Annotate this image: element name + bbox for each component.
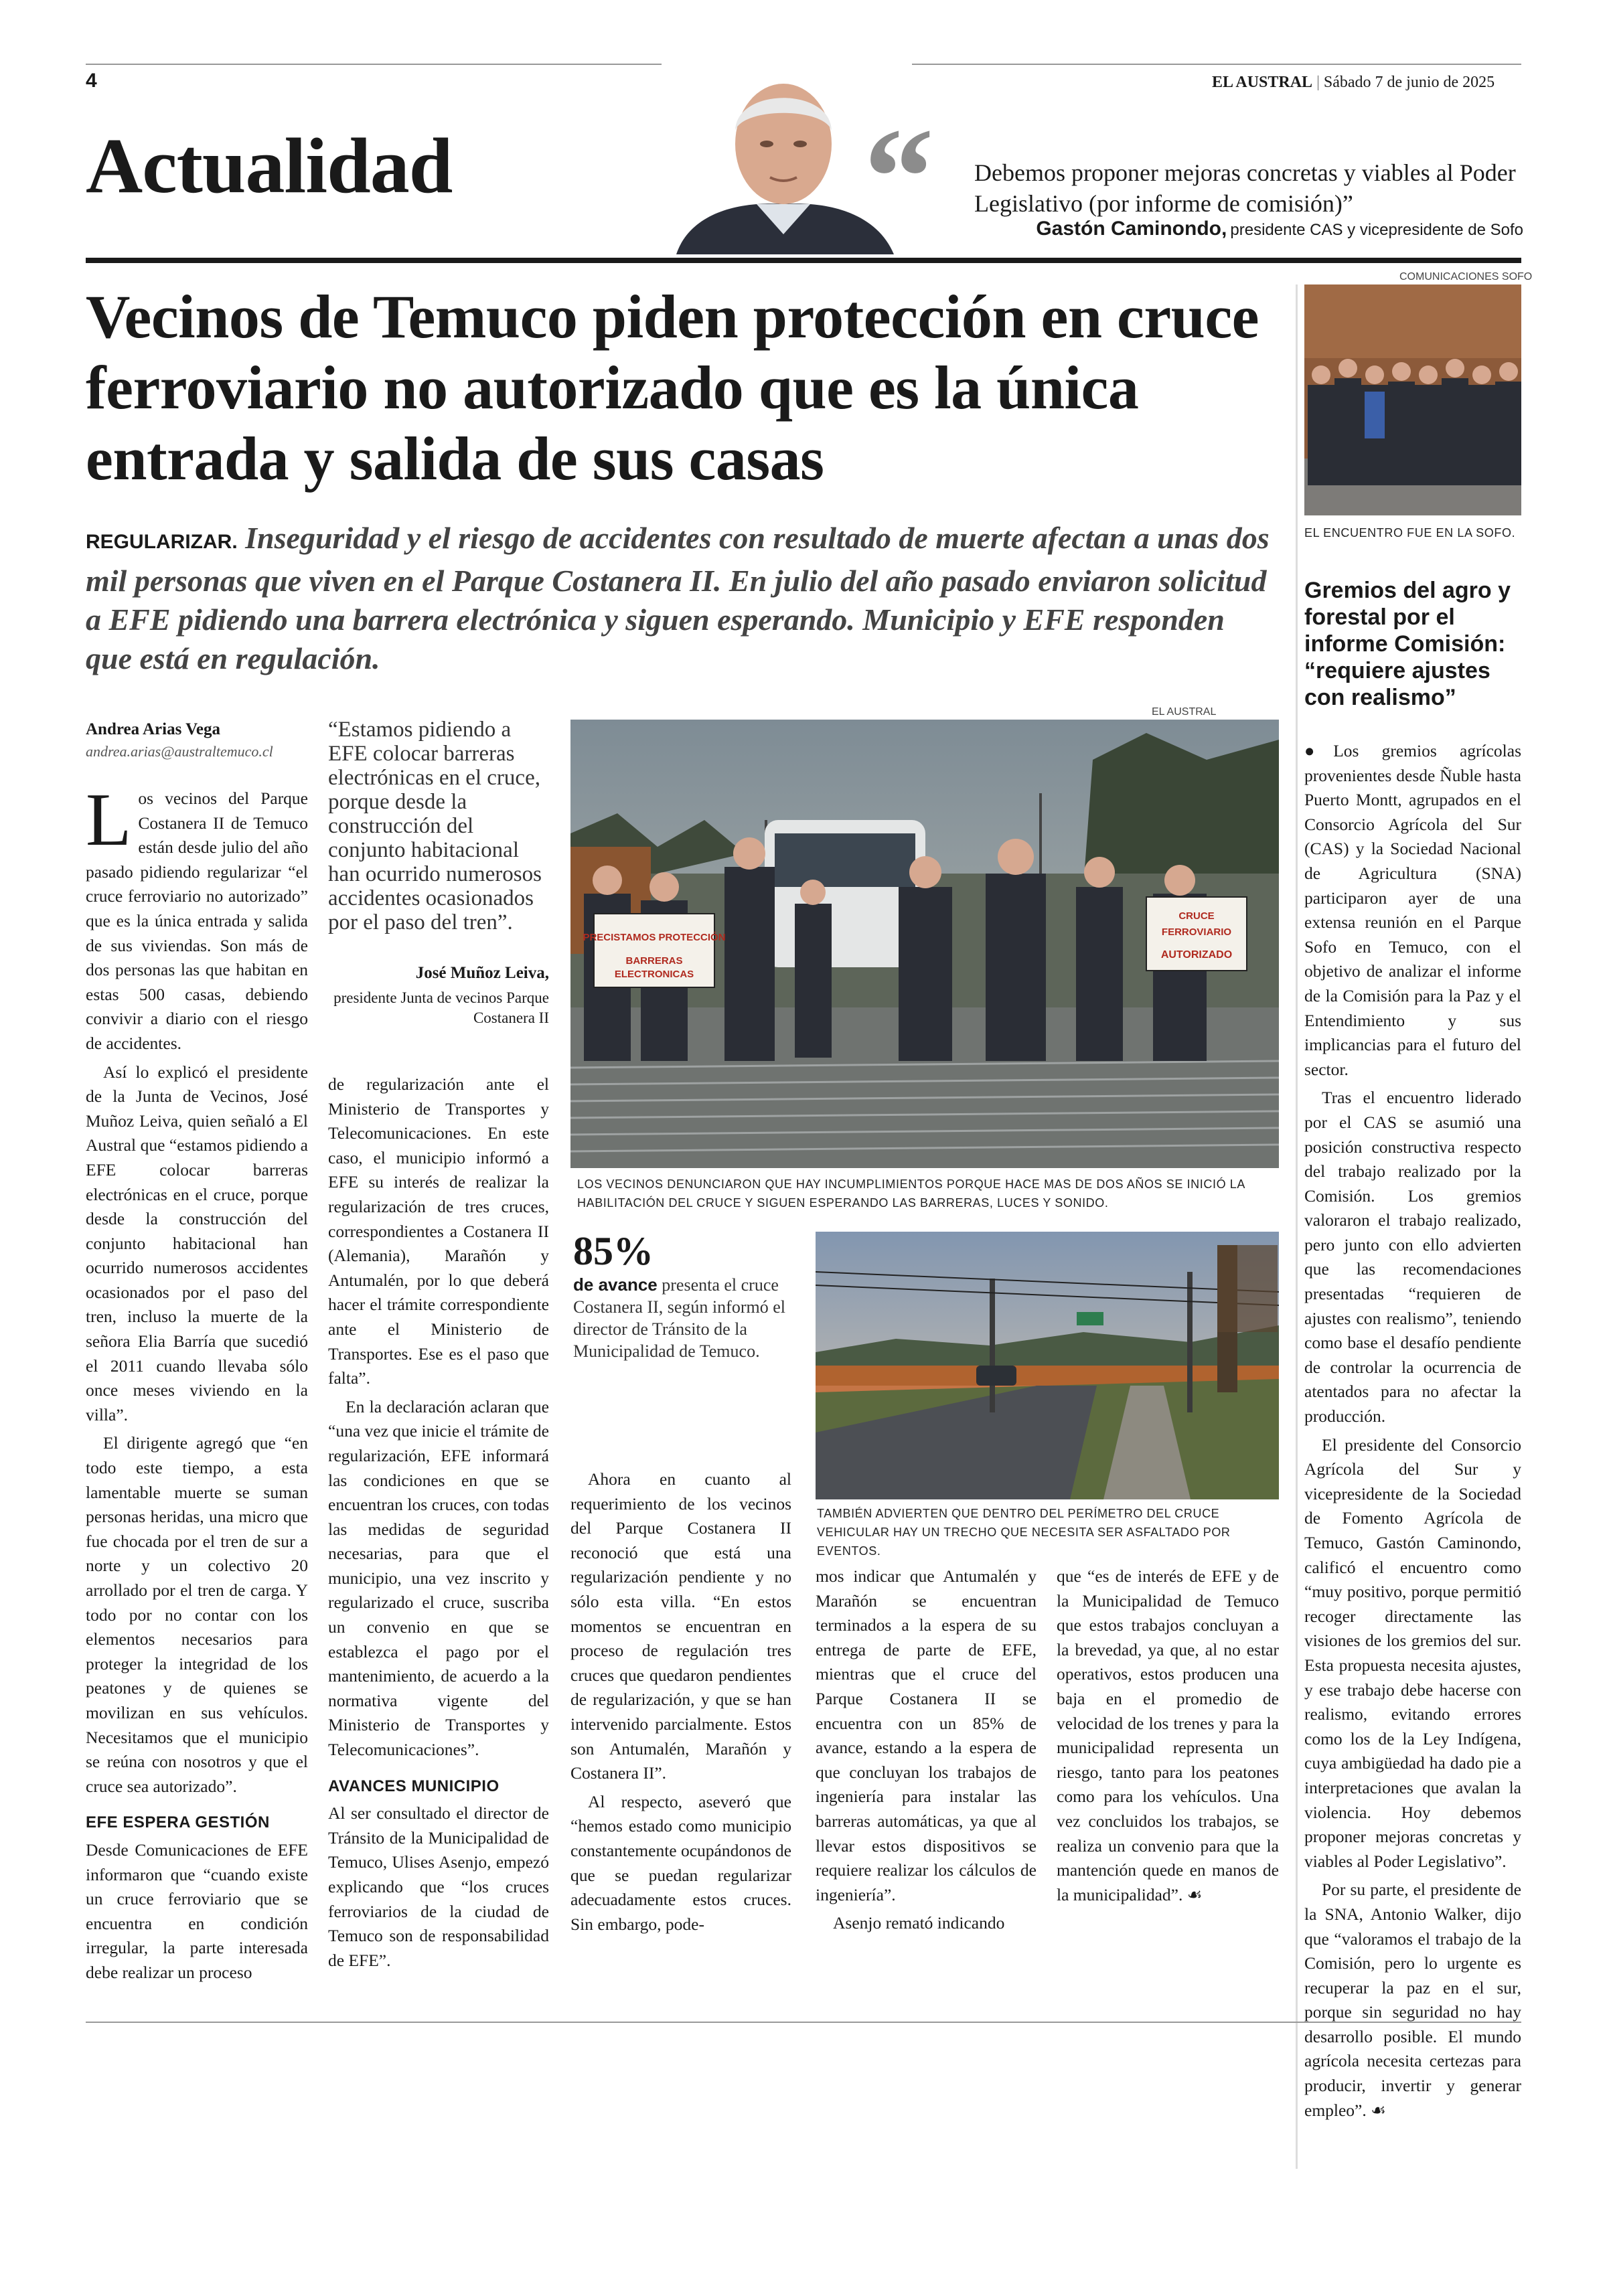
col1-paragraph-2: Así lo explicó el presidente de la Junta de Vecinos, José Muñoz Leiva, quien señaló a El Austral que “estamos pidiendo a EFE colocar barreras electrónicas en el cruce, porque desde la construcción del conjunto habitacional han ocurrido numerosos accidentes ocasionados por el paso del tren, incluso la muerte de la señora Elia Barría que sucedió el 2011 cuando llevaba sólo once meses viviendo en la villa”.	[86, 1062, 308, 1424]
pull-quote-role: presidente Junta de vecinos Parque Costanera II	[333, 989, 549, 1026]
sidebar-body	[1304, 739, 1521, 2127]
sidebar-photo	[1304, 284, 1521, 515]
col2-paragraph-2: En la declaración aclaran que “una vez que inicie el trámite de regularización, EFE informará las condiciones en que se encuentran los cruces, con todas las medidas de seguridad necesarias, para que el municipio, una vez inscrito y regularizado el cruce, suscriba un convenio en que se establezca el pago por el mantenimiento, de acuerdo a la normativa vigente del Ministerio de Transportes y Telecomunicaciones”.	[328, 1396, 549, 1760]
stat-label: de avance	[573, 1275, 658, 1295]
masthead-line: EL AUSTRAL | Sábado 7 de junio de 2025	[1212, 74, 1495, 91]
column-5	[1057, 1564, 1279, 1911]
col5-paragraph-1: que “es de interés de EFE y de la Municipalidad de Temuco que estos trabajos concluyan a la brevedad, ya que, al no estar operativos, estos producen una baja en el promedio de velocidad de los trenes y para la municipalidad representa un riesgo, tanto para los peatones como para los vehículos. Una vez concluidos los trabajos, se realiza un convenio para que la mantención quede en manos de la municipalidad”.	[1057, 1566, 1279, 1904]
main-photo-caption: LOS VECINOS DENUNCIARON QUE HAY INCUMPLIMIENTOS PORQUE HACE MAS DE DOS AÑOS SE INICIÓ LA HABILITACIÓN DEL CRUCE Y SIGUEN ESPERANDO LAS BARRERAS, LUCES Y SONIDO.	[577, 1177, 1245, 1210]
quote-author-role: presidente CAS y vicepresidente de Sofo	[1230, 221, 1523, 239]
article-lead-block	[86, 519, 1271, 678]
main-photo-credit: EL AUSTRAL	[1152, 706, 1217, 718]
byline-name: Andrea Arias Vega	[86, 720, 220, 738]
sidebar-end-mark-icon: ☙	[1371, 2100, 1386, 2120]
page-number: 4	[86, 70, 97, 92]
road-photo-caption: TAMBIÉN ADVIERTEN QUE DENTRO DEL PERÍMETRO DEL CRUCE VEHICULAR HAY UN TRECHO QUE NECESITA SER ASFALTADO POR EVENTOS.	[817, 1507, 1231, 1558]
article-kicker: REGULARIZAR.	[86, 531, 238, 553]
main-photo	[570, 720, 1279, 1168]
col1-paragraph-1: os vecinos del Parque Costanera II de Temuco están desde julio del año pasado pidiendo regularizar “el cruce ferroviario no autorizado” que es la única entrada y salida de sus viviendas. Son más de dos personas las que habitan en estas 500 casas, debiendo convivir a diario con el riesgo de accidentes.	[86, 789, 308, 1053]
col4-paragraph-2: Asenjo remató indicando	[833, 1913, 1005, 1933]
svg-text:FERROVIARIO: FERROVIARIO	[1161, 926, 1232, 938]
col3-paragraph-2: Al respecto, aseveró que “hemos estado como municipio constantemente ocupándonos de que se puedan regularizar adecuadamente estos cruces. Sin embargo, pode-	[570, 1791, 791, 1934]
sidebar-paragraph-3: El presidente del Consorcio Agrícola del Sur y vicepresidente de la Sociedad de Fomento Agrícola de Temuco, Gastón Caminondo, calificó el encuentro como “muy positivo, porque permitió recoger directamente las visiones de los gremios del sur. Esta propuesta necesita ajustes, y ese trabajo debe hacerse con realismo, evitando errores como los de la Ley Indígena, cuya ambigüedad ha dado pie a interpretaciones que avalan la violencia. Hoy debemos proponer mejoras concretas y viables al Poder Legislativo”.	[1304, 1434, 1521, 1871]
sidebar-paragraph-1: Los gremios agrícolas provenientes desde Ñuble hasta Puerto Montt, agrupados en el Consorcio Agrícola del Sur (CAS) y la Sociedad Nacional de Agricultura (SNA) participaron ayer de una extensa reunión en el Parque Sofo en Temuco, con el objetivo de analizar el informe de la Comisión para la Paz y el Entendimiento y sus implicancias para el futuro del sector.	[1304, 741, 1521, 1079]
pull-quote-text: “Estamos pidiendo a EFE colocar barreras electrónicas en el cruce, porque desde la construcción del conjunto habitacional han ocurrido numerosos accidentes ocasionados por el paso del tren”.	[328, 718, 542, 934]
header-quote-attribution	[981, 218, 1523, 240]
subhead-efe: EFE ESPERA GESTIÓN	[86, 1813, 270, 1832]
col1-paragraph-4: Desde Comunicaciones de EFE informaron que “cuando existe un cruce ferroviario que se encuentra en condición irregular, la parte interesada debe realizar un proceso	[86, 1839, 308, 1982]
sidebar-photo-caption: EL ENCUENTRO FUE EN LA SOFO.	[1304, 526, 1516, 540]
road-photo	[816, 1232, 1279, 1499]
sidebar-paragraph-2: Tras el encuentro liderado por el CAS se asumió una posición constructiva respecto del trabajo realizado por la Comisión. Los gremios valoraron el trabajo realizado, pero junto con ello advierten que las recomendaciones presentadas “requieren de ajustes con realismo”, teniendo como base el desafío pendiente de controlar la ocurrencia de atentados para no afectar la producción.	[1304, 1088, 1521, 1426]
sidebar-paragraph-4: Por su parte, el presidente de la SNA, Antonio Walker, dijo que “valoramos el trabajo de la Comisión, pero lo urgente es recuperar la paz en el sur, porque sin seguridad no hay desarrollo posible. El mundo agrícola necesita certezas para producir, invertir y generar empleo”.	[1304, 1880, 1521, 2120]
section-title: Actualidad	[86, 122, 453, 210]
svg-text:PRECISTAMOS PROTECCIÓN: PRECISTAMOS PROTECCIÓN	[583, 932, 726, 943]
col4-paragraph-1: mos indicar que Antumalén y Marañón se encuentran terminados a la espera de su entrega de parte de EFE, mientras que el cruce del Parque Costanera II se encuentra con un 85% de avance, estando a la espera de que concluyan los trabajos de ingeniería para instalar las barreras automáticas, ya que al llevar estos dispositivos se requiere realizar los cálculos de ingeniería”.	[816, 1566, 1037, 1904]
publication-date: Sábado 7 de junio de 2025	[1323, 74, 1495, 91]
header-rule-left	[86, 64, 662, 65]
svg-text:ELECTRONICAS: ELECTRONICAS	[614, 969, 694, 980]
column-4	[816, 1564, 1037, 1940]
col5-end-mark-icon: ☙	[1187, 1884, 1203, 1904]
publication-name: EL AUSTRAL	[1212, 74, 1313, 91]
col1-paragraph-3: El dirigente agregó que “en todo este tiempo, a esta lamentable muerte se suman personas heridas, una micro que fue chocada por el tren de sur a norte y un colectivo 20 arrollado por el tren de carga. Y todo por no contar con los elementos necesarios para proteger la integridad de los peatones y de quienes se movilizan en sus vehículos. Necesitamos que el municipio se reúna con nosotros y que el cruce sea autorizado”.	[86, 1433, 308, 1796]
pull-quote-author: José Muñoz Leiva,	[415, 964, 549, 982]
bullet-icon: ●	[1304, 741, 1334, 760]
article-lead: Inseguridad y el riesgo de accidentes con resultado de muerte afectan a unas dos mil personas que viven en el Parque Costanera II. En julio del año pasado enviaron solicitud a EFE pidiendo una barrera electrónica y siguen esperando. Municipio y EFE responden que está en regulación.	[86, 521, 1270, 675]
svg-text:BARRERAS: BARRERAS	[625, 955, 683, 967]
quote-author: Gastón Caminondo,	[1036, 218, 1227, 240]
header-thick-rule	[86, 258, 1521, 263]
col2-paragraph-1: de regularización ante el Ministerio de Transportes y Telecomunicaciones. En este caso, el municipio informó a EFE su interés de realizar la regularización de tres cruces, correspondientes a Costanera II (Alemania), Marañón y Antumalén, por lo que deberá hacer el trámite correspondiente ante el Ministerio de Transportes. Ese es el paso que falta”.	[328, 1074, 549, 1388]
quote-mark-icon: “	[864, 100, 934, 255]
stat-text: presenta el cruce Costanera II, según informó el director de Tránsito de la Municipalidad de Temuco.	[573, 1275, 785, 1361]
sidebar-divider	[1296, 284, 1298, 2169]
subhead-municipio: AVANCES MUNICIPIO	[328, 1777, 500, 1795]
col3-paragraph-1: Ahora en cuanto al requerimiento de los vecinos del Parque Costanera II reconoció que está una regularización pendiente y no sólo esta villa. “En estos momentos se encuentran en proceso de regulación tres cruces que quedaron pendientes de regularización, y que se han intervenido parcialmente. Estos son Antumalén, Marañón y Costanera II”.	[570, 1469, 791, 1783]
byline-email[interactable]: andrea.arias@australtemuco.cl	[86, 743, 273, 760]
stat-value: 85%	[573, 1229, 654, 1273]
svg-text:AUTORIZADO: AUTORIZADO	[1160, 949, 1233, 961]
col2-paragraph-3: Al ser consultado el director de Tránsito de la Municipalidad de Temuco, Ulises Asenjo, empezó explicando que “los cruces ferroviarios de la ciudad de Temuco son de responsabilidad de EFE”.	[328, 1803, 549, 1970]
stat-block	[573, 1274, 794, 1362]
article-headline: Vecinos de Temuco piden protección en cruce ferroviario no autorizado que es la única entrada y salida de sus casas	[86, 282, 1259, 493]
footer-rule	[86, 2022, 1521, 2023]
header-rule-right	[912, 64, 1521, 65]
column-1	[86, 778, 308, 1989]
header-quote-text: Debemos proponer mejoras concretas y viables al Poder Legislativo (por informe de comisión)”	[974, 159, 1516, 217]
sidebar-photo-credit: COMUNICACIONES SOFO	[1399, 271, 1533, 282]
svg-text:CRUCE: CRUCE	[1178, 910, 1215, 922]
sidebar-headline: Gremios del agro y forestal por el informe Comisión: “requiere ajustes con realismo”	[1304, 578, 1511, 710]
drop-cap: L	[86, 778, 132, 862]
column-3	[570, 1467, 791, 1941]
column-2	[328, 1072, 549, 1977]
